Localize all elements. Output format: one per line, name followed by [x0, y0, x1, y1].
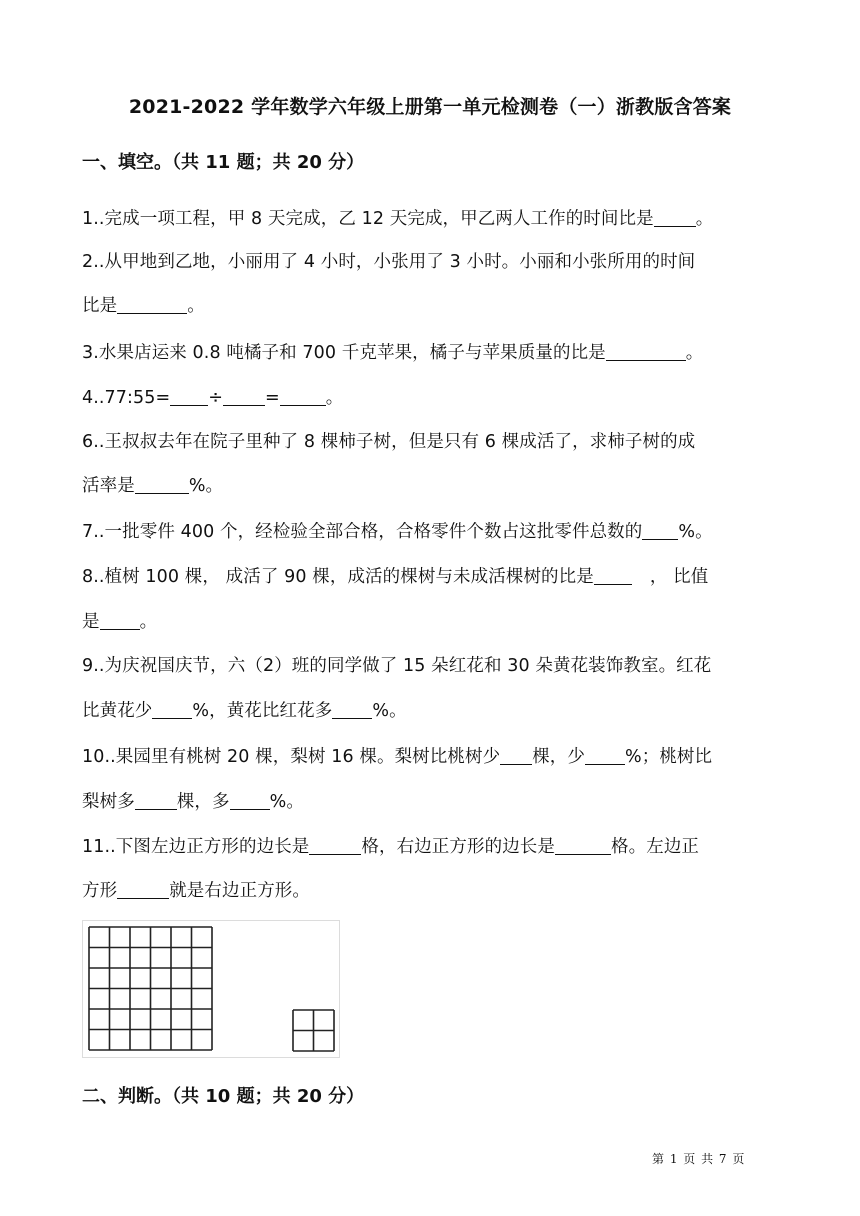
question-1: 1..完成一项工程，甲 8 天完成，乙 12 天完成，甲乙两人工作的时间比是 。: [82, 209, 714, 229]
answer-blank: [230, 792, 270, 811]
question-6-line-2: 活率是 %。: [82, 476, 224, 496]
section-heading-true-false: 二、判断。（共 10 题；共 20 分）: [82, 1086, 365, 1107]
question-10-line-2: 梨树多 棵，多 %。: [82, 792, 304, 812]
question-9-line-2: 比黄花少 %，黄花比红花多 %。: [82, 701, 407, 721]
answer-blank: [135, 792, 177, 811]
answer-blank: [170, 388, 208, 407]
right-grid-square: [293, 1010, 334, 1051]
answer-blank: [223, 388, 265, 407]
answer-blank: [309, 837, 361, 856]
answer-blank: [654, 209, 696, 228]
question-11-line-1: 11..下图左边正方形的边长是 格，右边正方形的边长是 格。左边正: [82, 837, 700, 857]
question-10-line-1: 10..果园里有桃树 20 棵，梨树 16 棵。梨树比桃树少 棵，少 %；桃树比: [82, 747, 713, 767]
section-heading-fill-blank: 一、填空。（共 11 题；共 20 分）: [82, 152, 365, 173]
answer-blank: [117, 881, 169, 900]
question-2-line-2: 比是 。: [82, 296, 205, 316]
question-8-line-1: 8..植树 100 棵， 成活了 90 棵，成活的棵树与未成活棵树的比是 ， 比值: [82, 567, 709, 587]
answer-blank: [606, 343, 686, 362]
answer-blank: [152, 701, 192, 720]
answer-blank: [585, 747, 625, 766]
question-2-line-1: 2..从甲地到乙地，小丽用了 4 小时，小张用了 3 小时。小丽和小张所用的时间: [82, 252, 696, 272]
grid-squares-svg: [83, 921, 339, 1057]
answer-blank: [280, 388, 326, 407]
question-11-line-2: 方形 就是右边正方形。: [82, 881, 311, 901]
answer-blank: [642, 522, 678, 541]
answer-blank: [332, 701, 372, 720]
answer-blank: [555, 837, 611, 856]
question-9-line-1: 9..为庆祝国庆节，六（2）班的同学做了 15 朵红花和 30 朵黄花装饰教室。红花: [82, 656, 712, 676]
question-6-line-1: 6..王叔叔去年在院子里种了 8 棵柿子树，但是只有 6 棵成活了，求柿子树的成: [82, 432, 696, 452]
answer-blank: [500, 747, 532, 766]
page-title: 2021-2022 学年数学六年级上册第一单元检测卷（一）浙教版含答案: [128, 96, 732, 118]
question-4: 4..77:55= ÷ = 。: [82, 388, 344, 408]
left-grid-square: [89, 927, 212, 1050]
page-footer: 第 1 页 共 7 页: [652, 1152, 746, 1166]
grid-squares-figure: [82, 920, 340, 1058]
question-3: 3.水果店运来 0.8 吨橘子和 700 千克苹果，橘子与苹果质量的比是 。: [82, 343, 704, 363]
question-7: 7..一批零件 400 个，经检验全部合格，合格零件个数占这批零件总数的 %。: [82, 522, 713, 542]
answer-blank: [100, 612, 140, 631]
answer-blank: [594, 567, 632, 586]
answer-blank: [135, 476, 189, 495]
answer-blank: [117, 296, 187, 315]
question-8-line-2: 是 。: [82, 612, 158, 632]
